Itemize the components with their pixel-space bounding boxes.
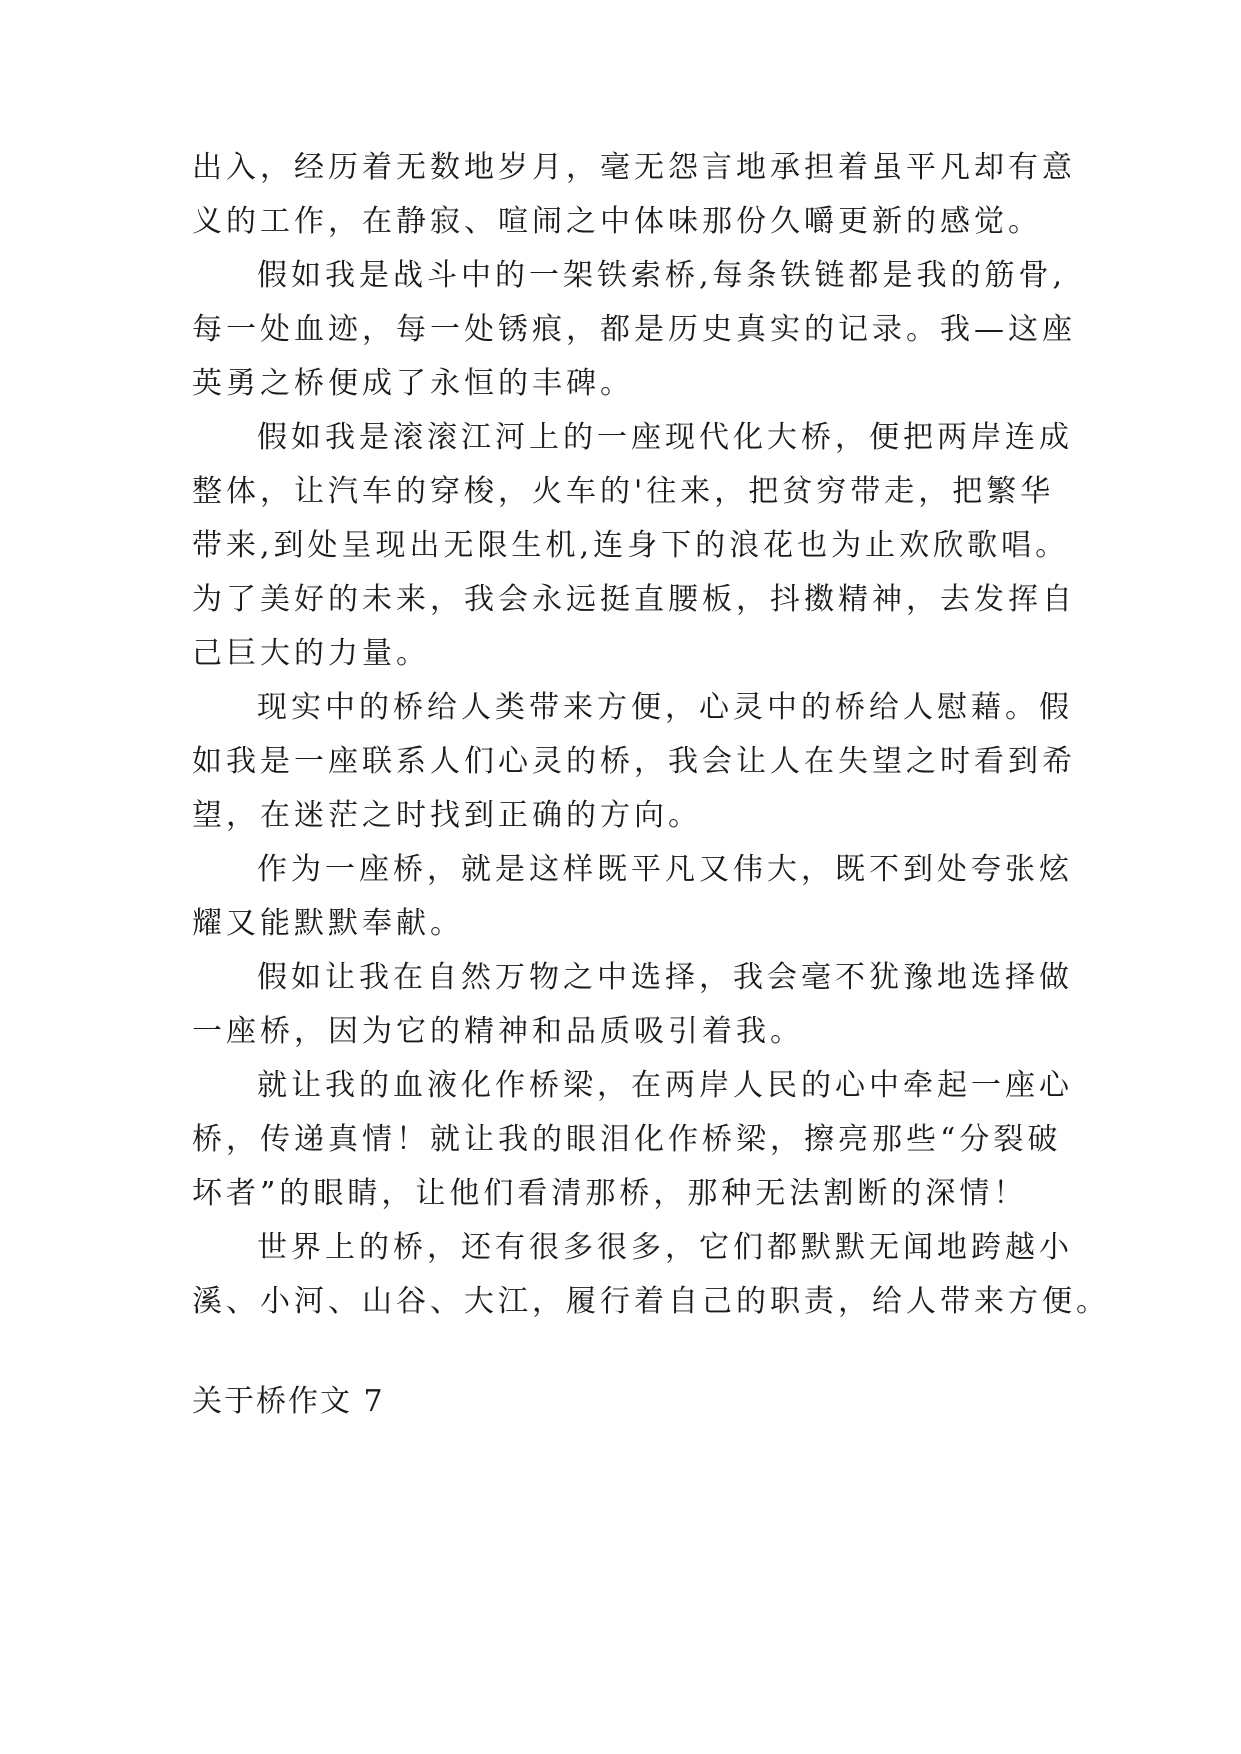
text-line: 坏者”的眼睛，让他们看清那桥，那种无法割断的深情！ bbox=[192, 1176, 1028, 1211]
paragraph-first-line: 假如让我在自然万物之中选择，我会毫不犹豫地选择做 bbox=[257, 960, 1073, 995]
text-line: 为了美好的未来，我会永远挺直腰板，抖擞精神，去发挥自 bbox=[192, 582, 1076, 617]
text-line: 如我是一座联系人们心灵的桥，我会让人在失望之时看到希 bbox=[192, 744, 1076, 779]
paragraph-first-line: 假如我是滚滚江河上的一座现代化大桥，便把两岸连成 bbox=[257, 420, 1073, 455]
text-line: 望，在迷茫之时找到正确的方向。 bbox=[192, 798, 702, 833]
paragraph-first-line: 现实中的桥给人类带来方便，心灵中的桥给人慰藉。假 bbox=[257, 690, 1073, 725]
paragraph-first-line: 就让我的血液化作桥梁，在两岸人民的心中牵起一座心 bbox=[257, 1068, 1073, 1103]
paragraph-first-line: 世界上的桥，还有很多很多，它们都默默无闻地跨越小 bbox=[257, 1230, 1073, 1265]
text-line: 溪、小河、山谷、大江，履行着自己的职责，给人带来方便。 bbox=[192, 1284, 1110, 1319]
text-line: 出入，经历着无数地岁月，毫无怨言地承担着虽平凡却有意 bbox=[192, 150, 1076, 185]
paragraph-first-line: 假如我是战斗中的一架铁索桥,每条铁链都是我的筋骨, bbox=[257, 258, 1067, 293]
text-line: 己巨大的力量。 bbox=[192, 636, 430, 671]
text-line: 每一处血迹，每一处锈痕，都是历史真实的记录。我—这座 bbox=[192, 312, 1076, 347]
paragraph-first-line: 作为一座桥，就是这样既平凡又伟大，既不到处夸张炫 bbox=[257, 852, 1073, 887]
text-line: 义的工作，在静寂、喧闹之中体味那份久嚼更新的感觉。 bbox=[192, 204, 1042, 239]
text-line: 英勇之桥便成了永恒的丰碑。 bbox=[192, 366, 634, 401]
text-line: 耀又能默默奉献。 bbox=[192, 906, 464, 941]
text-line: 一座桥，因为它的精神和品质吸引着我。 bbox=[192, 1014, 804, 1049]
text-line: 整体，让汽车的穿梭，火车的'往来，把贫穷带走，把繁华 bbox=[192, 474, 1055, 509]
section-heading: 关于桥作文 7 bbox=[192, 1384, 385, 1419]
text-line: 带来,到处呈现出无限生机,连身下的浪花也为止欢欣歌唱。 bbox=[192, 528, 1070, 563]
text-line: 桥，传递真情！就让我的眼泪化作桥梁，擦亮那些“分裂破 bbox=[192, 1122, 1062, 1157]
